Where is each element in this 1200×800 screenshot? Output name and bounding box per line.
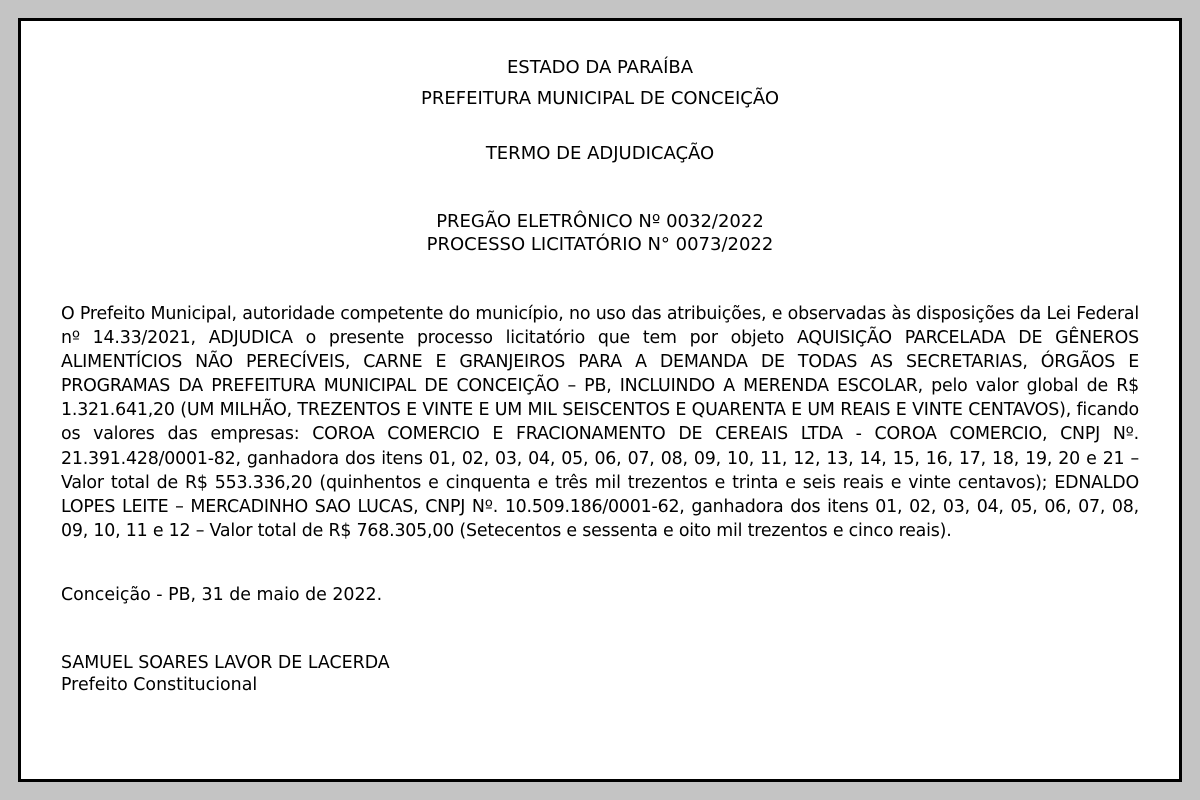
processo-number: PROCESSO LICITATÓRIO N° 0073/2022 xyxy=(426,234,774,255)
municipality-heading: PREFEITURA MUNICIPAL DE CONCEIÇÃO xyxy=(420,88,779,109)
adjudication-paragraph: O Prefeito Municipal, autoridade competente do município, no uso das atribuições, e observadas às disposições da Lei Federal nº 14.33/2021, ADJUDICA o presente processo licitatório que tem por objeto AQUISIÇÃO PARCELADA DE GÊNEROS ALIMENTÍCIOS NÃO PERECÍVEIS, CARNE E GRANJEIROS PARA A DEMANDA DE TODAS AS SECRETARIAS, ÓRGÃOS E PROGRAMAS DA PREFEITURA MUNICIPAL DE CONCEIÇÃO – PB, INCLUINDO A MERENDA ESCOLAR, pelo valor global de R$ 1.321.641,20 (UM MILHÃO, TREZENTOS E VINTE E UM MIL SEISCENTOS E QUARENTA E UM REAIS E VINTE CENTAVOS), ficando os valores das empresas: COROA COMERCIO E FRACIONAMENTO DE CEREAIS LTDA - COROA COMERCIO, CNPJ Nº. 21.391.428/0001-82, ganhadora dos itens 01, 02, 03, 04, 05, 06, 07, 08, 09, 10, 11, 12, 13, 14, 15, 16, 17, 18, 19, 20 e 21 – Valor total de R$ 553.336,20 (quinhentos e cinquenta e três mil trezentos e trinta e seis reais e vinte centavos); EDNALDO LOPES LEITE – MERCADINHO SAO LUCAS, CNPJ Nº. 10.509.186/0001-62, ganhadora dos itens 01, 02, 03, 04, 05, 06, 07, 08, 09, 10, 11 e 12 – Valor total de R$ 768.305,00 (Setecentos e sessenta e oito mil trezentos e cinco reais). xyxy=(61,304,1139,541)
place-date: Conceição - PB, 31 de maio de 2022. xyxy=(61,585,383,605)
pregao-number: PREGÃO ELETRÔNICO Nº 0032/2022 xyxy=(436,211,764,232)
signer-role: Prefeito Constitucional xyxy=(61,675,258,695)
document-sheet xyxy=(18,18,1182,782)
document-title: TERMO DE ADJUDICAÇÃO xyxy=(485,143,715,164)
state-heading: ESTADO DA PARAÍBA xyxy=(506,57,694,78)
signer-name: SAMUEL SOARES LAVOR DE LACERDA xyxy=(61,653,390,673)
